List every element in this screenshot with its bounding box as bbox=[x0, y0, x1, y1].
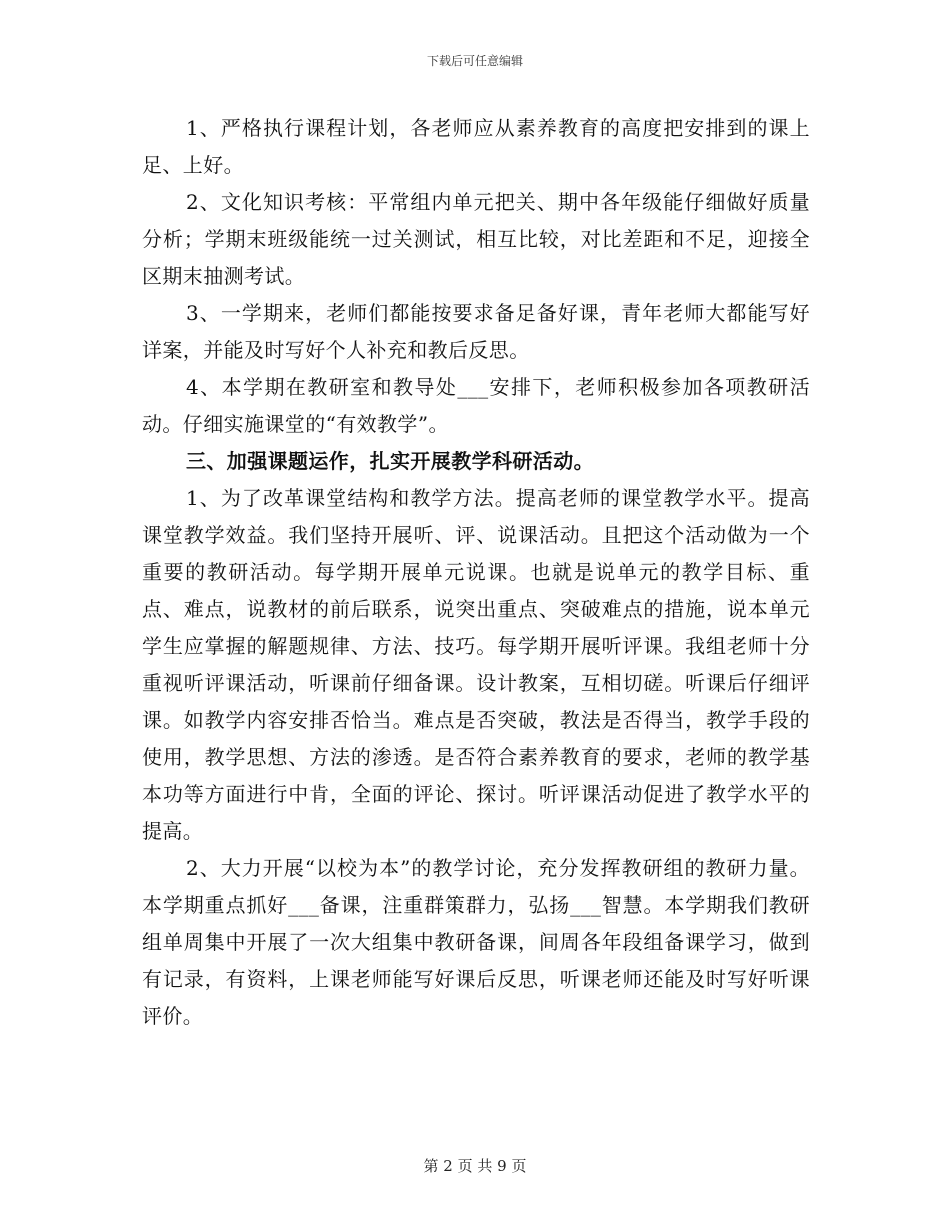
page-footer: 第 2 页 共 9 页 bbox=[423, 1157, 527, 1175]
paragraph-2: 2、文化知识考核：平常组内单元把关、期中各年级能仔细做好质量分析；学期末班级能统一过关测试，相互比较，对比差距和不足，迎接全区期末抽测考试。 bbox=[142, 190, 810, 288]
section-paragraph-2: 2、大力开展“以校为本”的教学讨论，充分发挥教研组的教研力量。本学期重点抓好___备课，注重群策群力，弘扬___智慧。本学期我们教研组单周集中开展了一次大组集中教研备课，间周各年段组备课学习，做到有记录，有资料，上课老师能写好课后反思，听课老师还能及时写好听课评价。 bbox=[142, 856, 810, 1028]
document-body bbox=[142, 110, 810, 1035]
page-header: 下载后可任意编辑 bbox=[426, 54, 523, 68]
section-paragraph-1: 1、为了改革课堂结构和教学方法。提高老师的课堂教学水平。提高课堂教学效益。我们坚持开展听、评、说课活动。且把这个活动做为一个重要的教研活动。每学期开展单元说课。也就是说单元的教学目标、重点、难点，说教材的前后联系，说突出重点、突破难点的措施，说本单元学生应掌握的解题规律、方法、技巧。每学期开展听评课。我组老师十分重视听评课活动，听课前仔细备课。设计教案，互相切磋。听课后仔细评课。如教学内容安排否恰当。难点是否突破，教法是否得当，教学手段的使用，教学思想、方法的渗透。是否符合素养教育的要求，老师的教学基本功等方面进行中肯，全面的评论、探讨。听评课活动促进了教学水平的提高。 bbox=[142, 486, 810, 843]
paragraph-1: 1、严格执行课程计划，各老师应从素养教育的高度把安排到的课上足、上好。 bbox=[142, 116, 810, 177]
paragraph-3: 3、一学期来，老师们都能按要求备足备好课，青年老师大都能写好详案，并能及时写好个人补充和教后反思。 bbox=[142, 301, 810, 362]
section-heading: 三、加强课题运作，扎实开展教学科研活动。 bbox=[186, 449, 594, 473]
paragraph-4: 4、本学期在教研室和教导处___安排下，老师积极参加各项教研活动。仔细实施课堂的“有效教学”。 bbox=[142, 375, 810, 436]
